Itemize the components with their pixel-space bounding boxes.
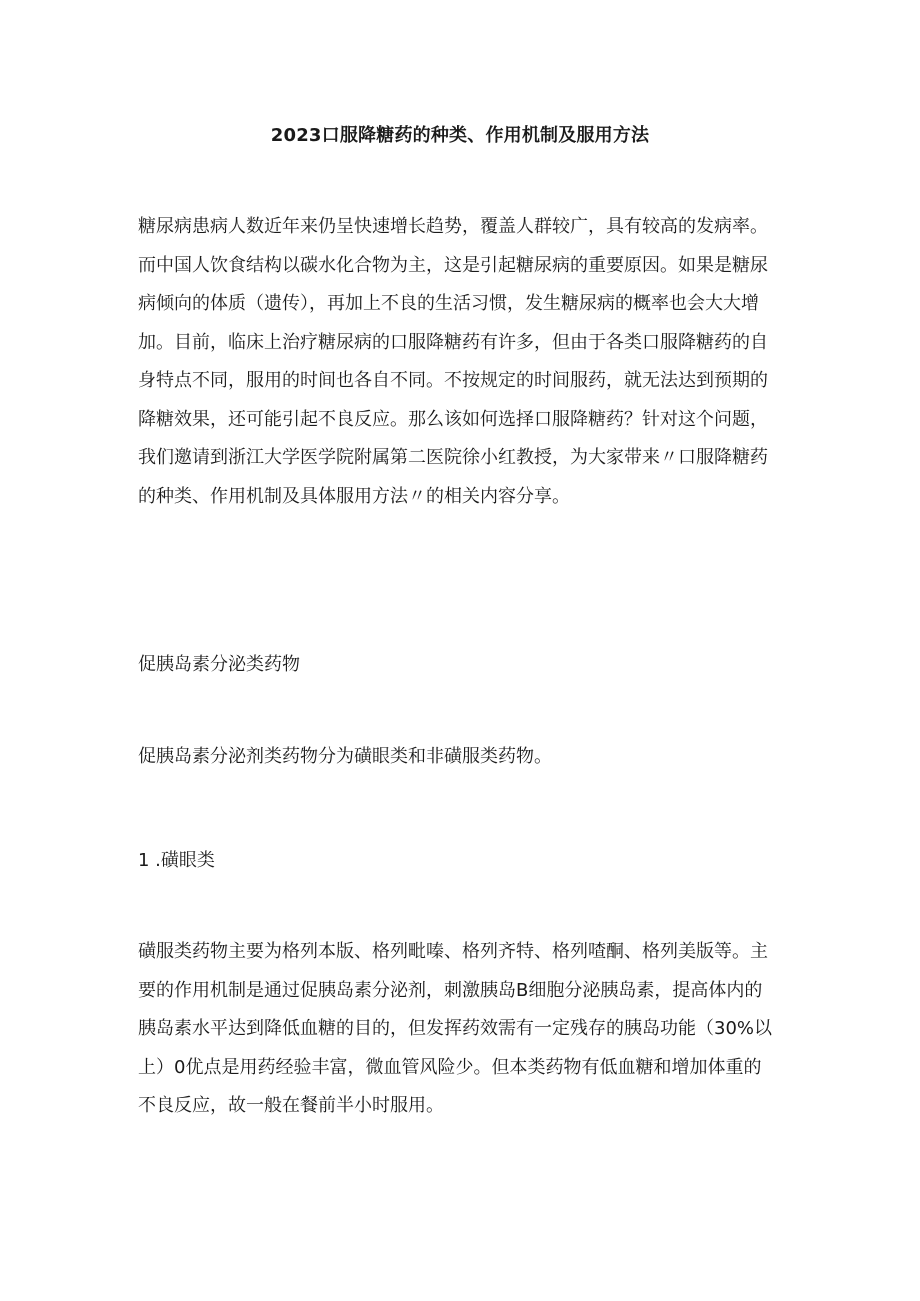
intro-line: 加。目前，临床上治疗糖尿病的口服降糖药有许多，但由于各类口服降糖药的自	[138, 331, 768, 353]
section-heading	[138, 646, 798, 685]
intro-line: 降糖效果，还可能引起不良反应。那么该如何选择口服降糖药？针对这个问题，	[138, 408, 768, 430]
body-line: 不良反应，故一般在餐前半小时服用。	[138, 1095, 444, 1116]
body-line: 胰岛素水平达到降低血糖的目的，但发挥药效需有一定残存的胰岛功能（30%以	[138, 1018, 773, 1039]
intro-line: 我们邀请到浙江大学医学院附属第二医院徐小红教授，为大家带来〃口服降糖药	[138, 447, 768, 468]
section-sentence	[138, 738, 798, 777]
body-paragraph	[138, 933, 798, 1126]
intro-line: 的种类、作用机制及具体服用方法〃的相关内容分享。	[138, 485, 570, 507]
body-line: 磺服类药物主要为格列本版、格列毗嗪、格列齐特、格列喳酮、格列美版等。主	[138, 941, 768, 962]
intro-line: 身特点不同，服用的时间也各自不同。不按规定的时间服药，就无法达到预期的	[138, 370, 768, 391]
intro-line: 病倾向的体质（遗传），再加上不良的生活习惯，发生糖尿病的概率也会大大增	[138, 293, 759, 314]
section-sentence-text: 促胰岛素分泌剂类药物分为磺眼类和非磺服类药物。	[138, 746, 552, 767]
intro-paragraph	[138, 208, 798, 516]
subsection-heading	[138, 842, 798, 881]
intro-line: 而中国人饮食结构以碳水化合物为主，这是引起糖尿病的重要原因。如果是糖尿	[138, 254, 768, 276]
section-heading-text: 促胰岛素分泌类药物	[138, 654, 300, 675]
subsection-heading-text: 1 .磺眼类	[138, 850, 215, 871]
intro-line: 糖尿病患病人数近年来仍呈快速增长趋势，覆盖人群较广，具有较高的发病率。	[138, 216, 768, 237]
document-title: 2023口服降糖药的种类、作用机制及服用方法	[270, 125, 650, 146]
body-line: 要的作用机制是通过促胰岛素分泌剂，刺激胰岛B细胞分泌胰岛素，提高体内的	[138, 979, 763, 1001]
body-line: 上）0优点是用药经验丰富，微血管风险少。但本类药物有低血糖和增加体重的	[138, 1056, 762, 1078]
